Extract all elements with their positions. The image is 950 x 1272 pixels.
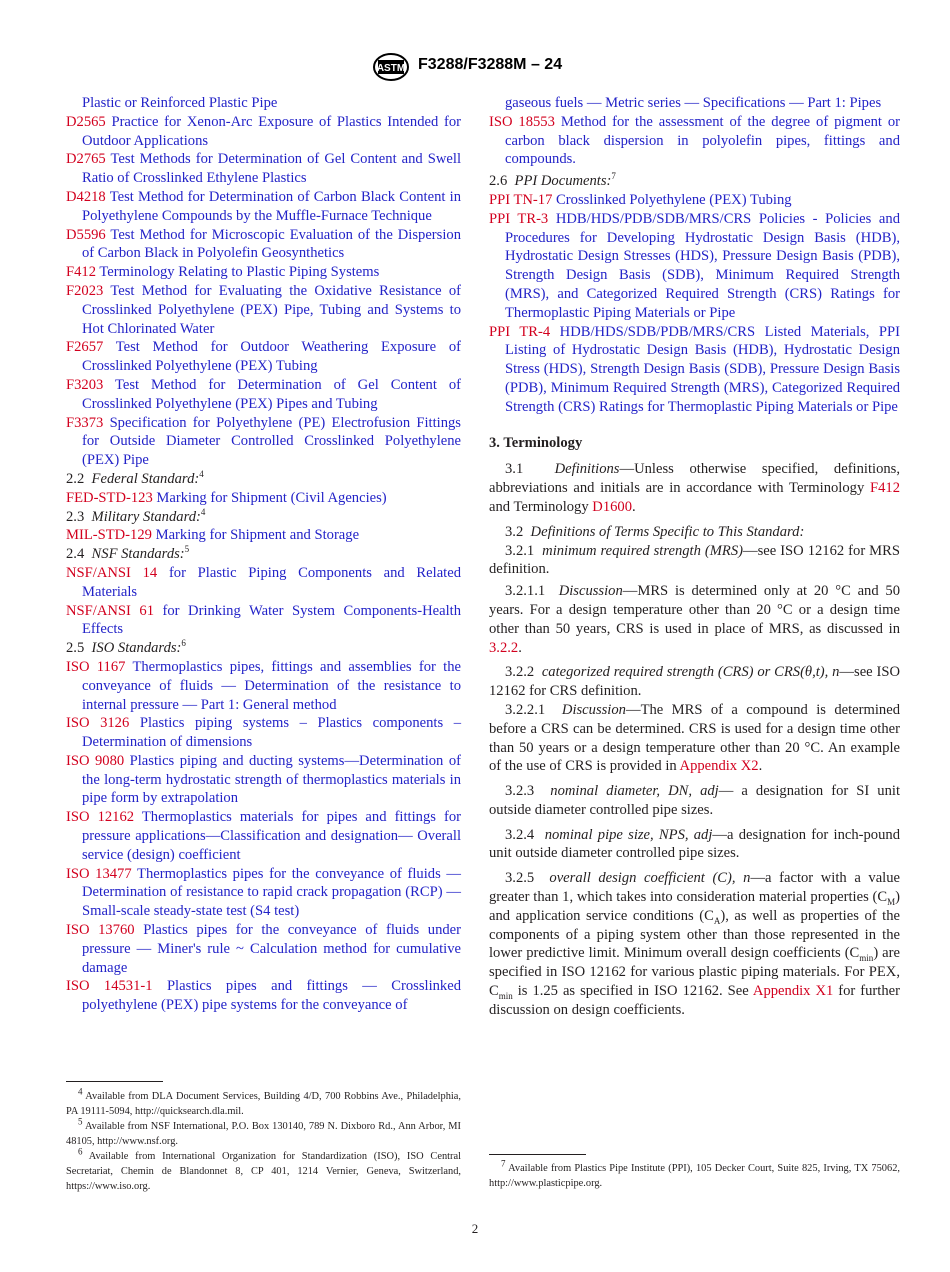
reference-code-link[interactable]: ISO 18553 xyxy=(489,113,555,130)
reference-entry xyxy=(66,564,461,602)
link-appendix-x2[interactable]: Appendix X2 xyxy=(679,758,759,775)
reference-title-link[interactable]: Plastics piping and ducting systems—Determination of the long-term hydrostatic strength of thermoplastics materials in pipe form by extrapolation xyxy=(82,752,461,807)
reference-title-link[interactable]: Terminology Relating to Plastic Piping Systems xyxy=(99,264,380,281)
reference-title-link[interactable]: for Drinking Water System Components-Health Effects xyxy=(82,602,461,638)
reference-entry xyxy=(66,977,461,1015)
reference-title-link[interactable]: Specification for Polyethylene (PE) Electrofusion Fittings for Outside Diameter Controlled Crosslinked Polyethylene (PEX) Pipe xyxy=(82,414,461,469)
subsection-heading: 2.2 Federal Standard:$^4$ xyxy=(66,469,204,487)
reference-list xyxy=(66,564,461,639)
reference-title-link[interactable]: for Plastic Piping Components and Related Materials xyxy=(82,564,462,600)
reference-code-link[interactable]: PPI TN-17 xyxy=(489,191,553,208)
reference-entry xyxy=(66,921,461,977)
reference-list xyxy=(66,113,461,470)
reference-entry xyxy=(489,113,900,169)
paragraph-3-2-1-1: 3.2.1.1 Discussion—MRS is determined only at 20 °C and 50 years. For a design temperature other than 20 °C or a design time other than 50 years, CRS is used in place of MRS, as discussed in 3.2.2. xyxy=(489,583,901,656)
reference-entry xyxy=(66,414,461,470)
left-column xyxy=(66,94,461,1015)
reference-entry xyxy=(66,602,461,640)
page-header xyxy=(0,52,950,82)
reference-code-link[interactable]: F412 xyxy=(66,264,97,281)
footnote-marker: 5 xyxy=(78,1116,83,1127)
reference-title-link[interactable]: Plastics piping systems – Plastics components – Determination of dimensions xyxy=(82,715,461,751)
svg-text:ASTM: ASTM xyxy=(376,63,406,74)
footnote xyxy=(66,1086,461,1119)
paragraph-3-2-1: 3.2.1 minimum required strength (MRS)—see ISO 12162 for MRS definition. xyxy=(489,542,900,578)
paragraph-3-2-5: 3.2.5 overall design coefficient (C), n—a factor with a value greater than 1, which takes into consideration material properties $(C_M)$ and application service conditions $(C_A)$, as well as properties of the components of a piping system other than those represented in the lower predictive limit. Minimum overall design coefficients $(C_{min})$ are specified in ISO 12162 for various plastic piping materials. For PEX, $C_{min}$ is 1.25 as specified in ISO 12162. See Appendix X1 for further discussion on design coefficients. xyxy=(489,870,901,1018)
reference-entry xyxy=(489,210,900,323)
reference-entry xyxy=(66,263,461,282)
reference-code-link[interactable]: FED-STD-123 xyxy=(66,489,153,506)
reference-entry xyxy=(66,808,461,864)
reference-code-link[interactable]: D2765 xyxy=(66,151,106,168)
reference-entry xyxy=(66,489,461,508)
reference-code-link[interactable]: PPI TR-3 xyxy=(489,210,549,227)
reference-list xyxy=(489,113,900,169)
paragraph-3-2: 3.2 Definitions of Terms Specific to This Standard: xyxy=(505,523,805,540)
footnote-text: Available from NSF International, P.O. Box 130140, 789 N. Dixboro Rd., Ann Arbor, MI 48105, http://www.nsf.org. xyxy=(66,1121,462,1147)
reference-code-link[interactable]: ISO 14531-1 xyxy=(66,978,153,995)
reference-title-link[interactable]: Practice for Xenon-Arc Exposure of Plastics Intended for Outdoor Applications xyxy=(82,113,461,149)
paragraph-3-2-3: 3.2.3 nominal diameter, DN, adj— a designation for SI unit outside diameter controlled pipe sizes. xyxy=(489,783,901,818)
footnote-rule xyxy=(66,1081,163,1082)
paragraph-3-2-2-1: 3.2.2.1 Discussion—The MRS of a compound is determined before a CRS can be determined. CRS is used for a design time other than 50 years or a design temperature other than 20 °C. An example of the use of CRS is provided in Appendix X2. xyxy=(489,701,900,775)
reference-code-link[interactable]: ISO 3126 xyxy=(66,715,130,732)
reference-title-link[interactable]: Marking for Shipment and Storage xyxy=(155,527,360,544)
reference-entry xyxy=(489,323,900,417)
reference-title-link[interactable]: HDB/HDS/PDB/SDB/MRS/CRS Policies - Policies and Procedures for Developing Hydrostatic Design Basis (HDB), Hydrostatic Design Stresses (HDS), Pressure Design Basis (PDB), Strength Design Basis (SDB), Minimum Required Strength (MRS), and Categorized Required Strength (CRS) Ratings for Thermoplastic Piping Materials or Pipe xyxy=(505,210,900,321)
footnote xyxy=(66,1116,462,1149)
reference-title-link[interactable]: Test Method for Determination of Carbon Black Content in Polyethylene Compounds by the Muffle-Furnace Technique xyxy=(82,188,461,224)
reference-code-link[interactable]: D5596 xyxy=(66,226,106,243)
reference-code-link[interactable]: F3203 xyxy=(66,376,104,393)
reference-title-link[interactable]: Plastics pipes and fittings — Crosslinked polyethylene (PEX) pipe systems for the conveyance of xyxy=(82,978,461,1014)
reference-code-link[interactable]: ISO 13760 xyxy=(66,922,135,939)
reference-title-link[interactable]: Test Methods for Determination of Gel Content and Swell Ratio of Crosslinked Ethylene Plastics xyxy=(82,151,462,187)
paragraph-3-2-2: 3.2.2 categorized required strength (CRS) or CRS(θ,t), n—see ISO 12162 for CRS definition. xyxy=(489,664,900,700)
reference-entry xyxy=(66,226,461,264)
footnote-marker: 4 xyxy=(78,1086,83,1097)
reference-code-link[interactable]: ISO 1167 xyxy=(66,658,126,675)
page-number: 2 xyxy=(471,1221,479,1236)
reference-title-link[interactable]: Test Method for Microscopic Evaluation of the Dispersion of Carbon Black in Polyolefin Geosynthetics xyxy=(82,226,461,262)
subsection-heading: 2.5 ISO Standards:$^6$ xyxy=(66,638,186,657)
footnote xyxy=(489,1158,900,1191)
reference-title-link[interactable]: Test Method for Evaluating the Oxidative Resistance of Crosslinked Polyethylene (PEX) Pipe, Tubing and Systems to Hot Chlorinated Water xyxy=(82,282,461,337)
continued-reference: gaseous fuels — Metric series — Specifications — Part 1: Pipes xyxy=(505,95,882,111)
footnote-text: Available from International Organization for Standardization (ISO), ISO Central Secretariat, Chemin de Blandonnet 8, CP 401, 1214 Vernier, Geneva, Switzerland, https://www.iso.org. xyxy=(66,1151,461,1192)
document-designation: F3288/F3288M – 24 xyxy=(418,56,563,73)
astm-logo-icon xyxy=(372,52,410,82)
reference-entry xyxy=(66,752,461,808)
reference-code-link[interactable]: ISO 9080 xyxy=(66,752,125,769)
link-appendix-x1[interactable]: Appendix X1 xyxy=(752,983,834,1000)
reference-list xyxy=(66,658,461,1015)
reference-code-link[interactable]: NSF/ANSI 61 xyxy=(66,602,154,619)
right-column xyxy=(489,94,900,1020)
reference-code-link[interactable]: ISO 13477 xyxy=(66,865,132,882)
footnote xyxy=(66,1146,461,1194)
reference-list xyxy=(489,191,900,417)
reference-title-link[interactable]: Test Method for Determination of Gel Content of Crosslinked Polyethylene (PEX) Pipes and Tubing xyxy=(82,376,461,412)
reference-title-link[interactable]: Plastics pipes for the conveyance of fluids under pressure — Miner's rule ~ Calculation method for cumulative damage xyxy=(82,922,462,976)
reference-entry xyxy=(66,865,461,921)
subsection-heading: 2.3 Military Standard:$^4$ xyxy=(66,506,206,525)
footnote-marker: 6 xyxy=(78,1146,83,1157)
reference-title-link[interactable]: Test Method for Outdoor Weathering Exposure of Crosslinked Polyethylene (PEX) Tubing xyxy=(82,339,461,375)
reference-title-link[interactable]: Thermoplastics pipes for the conveyance of fluids — Determination of resistance to rapid crack propagation (RCP) — Small-scale steady-state test (S4 test) xyxy=(82,865,461,920)
reference-entry xyxy=(66,150,461,188)
subsection-heading: 2.4 NSF Standards:$^5$ xyxy=(66,544,190,563)
link-d1600[interactable]: D1600 xyxy=(592,498,633,515)
footnote-marker: 7 xyxy=(501,1158,506,1169)
reference-entry xyxy=(66,113,461,151)
reference-code-link[interactable]: MIL-STD-129 xyxy=(66,527,152,544)
reference-code-link[interactable]: ISO 12162 xyxy=(66,809,135,826)
reference-entry xyxy=(66,282,461,338)
footnote-text: Available from DLA Document Services, Building 4/D, 700 Robbins Ave., Philadelphia, PA 19111-5094, http://quicksearch.dla.mil. xyxy=(66,1091,461,1117)
paragraph-3-1: 3.1 Definitions—Unless otherwise specified, definitions, abbreviations and initials are in accordance with Terminology F412 and Terminology D1600. xyxy=(489,461,900,515)
reference-entry xyxy=(489,191,900,210)
reference-entry xyxy=(66,376,461,414)
reference-code-link[interactable]: D2565 xyxy=(66,113,106,130)
reference-code-link[interactable]: D4218 xyxy=(66,188,106,205)
footnote-text: Available from Plastics Pipe Institute (PPI), 105 Decker Court, Suite 825, Irving, TX 75062, http://www.plasticpipe.org. xyxy=(489,1163,900,1189)
reference-title-link[interactable]: Thermoplastics materials for pipes and fittings for pressure applications—Classification and designation— Overall service (design) coefficient xyxy=(82,809,462,863)
reference-title-link[interactable]: Crosslinked Polyethylene (PEX) Tubing xyxy=(556,191,792,208)
reference-code-link[interactable]: F3373 xyxy=(66,414,104,431)
continued-reference: Plastic or Reinforced Plastic Pipe xyxy=(82,95,278,111)
reference-code-link[interactable]: NSF/ANSI 14 xyxy=(66,564,158,581)
reference-list xyxy=(66,526,461,545)
reference-entry xyxy=(66,188,461,226)
section-title: 3. Terminology xyxy=(489,434,583,451)
reference-title-link[interactable]: HDB/HDS/SDB/PDB/MRS/CRS Listed Materials, PPI Listing of Hydrostatic Design Basis (HDB), Hydrostatic Design Stress (HDS), Strength Design Basis (SDB), Pressure Design Basis (PDB), Minimum Required Strength (MRS), Categorized Required Strength (CRS) Ratings for Thermoplastic Piping Materials or Pipe xyxy=(505,323,900,415)
footnote-rule xyxy=(489,1154,586,1155)
reference-entry xyxy=(66,714,461,752)
reference-title-link[interactable]: Thermoplastics pipes, fittings and assemblies for the conveyance of fluids — Determination of the resistance to internal pressure — Part 1: General method xyxy=(82,658,462,713)
reference-entry xyxy=(66,338,461,376)
paragraph-3-2-4: 3.2.4 nominal pipe size, NPS, adj—a designation for inch-pound unit outside diameter controlled pipe sizes. xyxy=(489,826,900,862)
link-f412[interactable]: F412 xyxy=(869,480,900,497)
reference-code-link[interactable]: PPI TR-4 xyxy=(489,323,551,340)
reference-entry xyxy=(66,526,461,545)
reference-code-link[interactable]: F2023 xyxy=(66,282,104,299)
link-3-2-2[interactable]: 3.2.2 xyxy=(489,639,519,656)
reference-title-link[interactable]: Method for the assessment of the degree of pigment or carbon black dispersion in polyolefin pipes, fittings and compounds. xyxy=(505,113,900,168)
reference-entry xyxy=(66,658,461,714)
reference-title-link[interactable]: Marking for Shipment (Civil Agencies) xyxy=(156,489,387,506)
reference-code-link[interactable]: F2657 xyxy=(66,339,104,356)
subsection-heading: 2.6 PPI Documents:$^7$ xyxy=(489,171,616,190)
reference-list xyxy=(66,489,461,508)
